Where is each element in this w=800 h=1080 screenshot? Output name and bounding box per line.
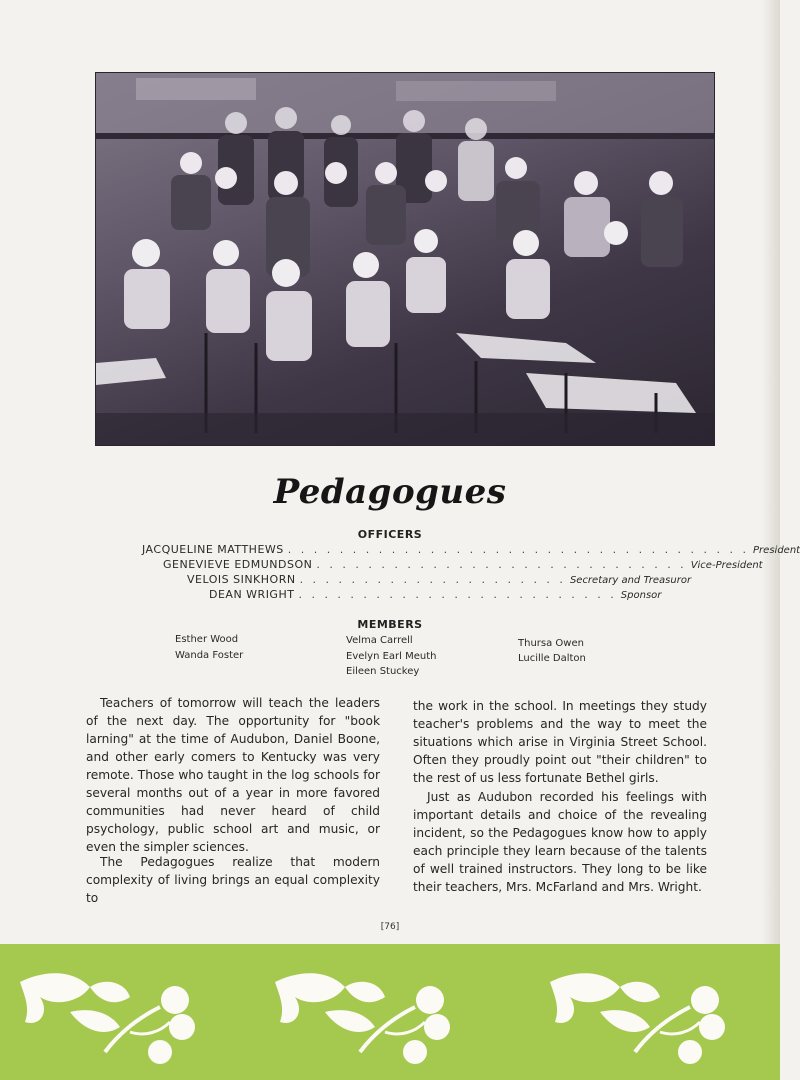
member-name: Eileen Stuckey: [346, 666, 420, 677]
leader-dots: . . . . . . . . . . . . . . . . . . . . . . . . .: [298, 588, 617, 601]
officer-name: JACQUELINE MATTHEWS: [142, 543, 284, 556]
body-paragraph: Teachers of tomorrow will teach the leaders of the next day. The opportunity for "book larning" at the time of Audubon, Daniel Boone, and other early comers to Kentucky was very remote. Those who taught in the log schools for several months out of a year in more favored communities had never heard of child psychology, public school art and music, or even the simpler sciences.: [86, 696, 380, 854]
officer-row: [209, 588, 662, 601]
member-name: Esther Wood: [175, 634, 239, 645]
officer-role: President: [753, 545, 800, 556]
body-paragraph: Just as Audubon recorded his feelings with important details and choice of the revealing incident, so the Pedagogues know how to apply each principle they learn because of the talents of well trained instructors. They long to be like their teachers, Mrs. McFarland and Mrs. Wright.: [413, 790, 707, 894]
officer-name: VELOIS SINKHORN: [187, 573, 296, 586]
officer-row: [142, 543, 800, 556]
page-number: [76]: [380, 922, 400, 932]
officer-name: DEAN WRIGHT: [209, 588, 295, 601]
officers-heading: OFFICERS: [357, 528, 423, 541]
leaf-border-icon: [0, 944, 780, 1080]
officer-role: Secretary and Treasuror: [569, 575, 692, 586]
officer-row: [163, 558, 763, 571]
officer-row: [187, 573, 692, 586]
member-name: Evelyn Earl Meuth: [346, 651, 437, 662]
decorative-band: [0, 944, 780, 1080]
body-paragraph: The Pedagogues realize that modern complexity of living brings an equal complexity to: [86, 855, 380, 905]
member-name: Velma Carrell: [346, 635, 413, 646]
leader-dots: . . . . . . . . . . . . . . . . . . . . . . . . . . . . .: [316, 558, 687, 571]
leader-dots: . . . . . . . . . . . . . . . . . . . . .: [299, 573, 566, 586]
officer-role: Vice-President: [690, 560, 763, 571]
class-photo-icon: [96, 73, 714, 445]
page-title: Pedagogues: [273, 472, 507, 512]
officer-role: Sponsor: [620, 590, 662, 601]
class-photo: [95, 72, 715, 446]
member-name: Wanda Foster: [175, 650, 244, 661]
body-paragraph: the work in the school. In meetings they study teacher's problems and the way to meet the situations which arise in Virginia Street School. Often they proudly point out "their children" to the rest of us less fortunate Bethel girls.: [413, 699, 707, 785]
leader-dots: . . . . . . . . . . . . . . . . . . . . . . . . . . . . . . . . . . . .: [287, 543, 750, 556]
member-name: Lucille Dalton: [518, 653, 586, 664]
member-name: Thursa Owen: [518, 638, 584, 649]
officer-name: GENEVIEVE EDMUNDSON: [163, 558, 313, 571]
members-heading: MEMBERS: [357, 618, 423, 631]
